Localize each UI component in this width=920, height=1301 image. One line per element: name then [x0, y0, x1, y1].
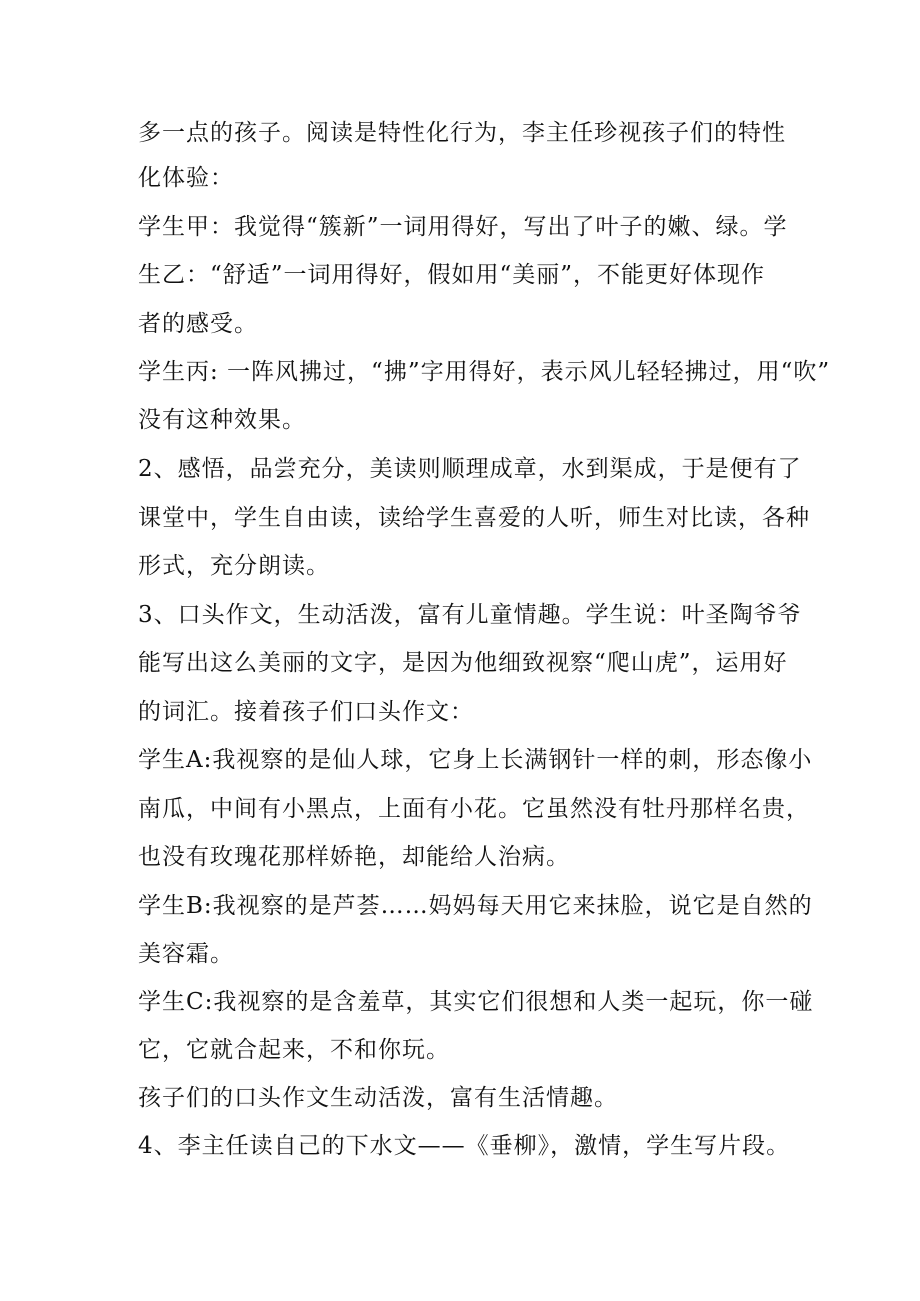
text-line: 学生A:我视察的是仙人球，它身上长满钢针一样的刺，形态像小 [138, 747, 813, 773]
text-line: 2、感悟，品尝充分，美读则顺理成章，水到渠成，于是便有了 [138, 456, 802, 482]
text-line: 没有这种效果。 [138, 407, 306, 433]
text-line: 生乙：“舒适”一词用得好，假如用“美丽”，不能更好体现作 [138, 262, 766, 288]
text-line: 学生C:我视察的是含羞草，其实它们很想和人类一起玩，你一碰 [138, 989, 814, 1015]
text-line: 学生B:我视察的是芦荟……妈妈每天用它来抹脸，说它是自然的 [138, 893, 813, 919]
text-line: 的词汇。接着孩子们口头作文： [138, 699, 474, 725]
text-line: 它，它就合起来，不和你玩。 [138, 1037, 450, 1063]
text-line: 4、李主任读自己的下水文——《垂柳》，激情，学生写片段。 [138, 1133, 791, 1159]
text-line: 孩子们的口头作文生动活泼，富有生活情趣。 [138, 1085, 618, 1111]
text-line: 课堂中，学生自由读，读给学生喜爱的人听，师生对比读，各种 [138, 505, 810, 531]
text-line: 3、口头作文，生动活泼，富有儿童情趣。学生说：叶圣陶爷爷 [138, 602, 802, 628]
text-line: 南瓜，中间有小黑点，上面有小花。它虽然没有牡丹那样名贵， [138, 796, 810, 822]
text-line: 者的感受。 [138, 311, 258, 337]
text-line: 学生甲：我觉得“簇新”一词用得好，写出了叶子的嫩、绿。学 [138, 214, 788, 240]
text-line: 多一点的孩子。阅读是特性化行为，李主任珍视孩子们的特性 [138, 120, 786, 146]
text-line: 形式，充分朗读。 [138, 553, 330, 579]
text-line: 也没有玫瑰花那样娇艳，却能给人治病。 [138, 844, 570, 870]
text-line: 美容霜。 [138, 941, 234, 967]
text-line: 化体验： [138, 165, 234, 191]
text-line: 学生丙: 一阵风拂过，“拂”字用得好，表示风儿轻轻拂过，用“吹” [138, 359, 831, 385]
text-line: 能写出这么美丽的文字，是因为他细致视察“爬山虎”，运用好 [138, 650, 788, 676]
